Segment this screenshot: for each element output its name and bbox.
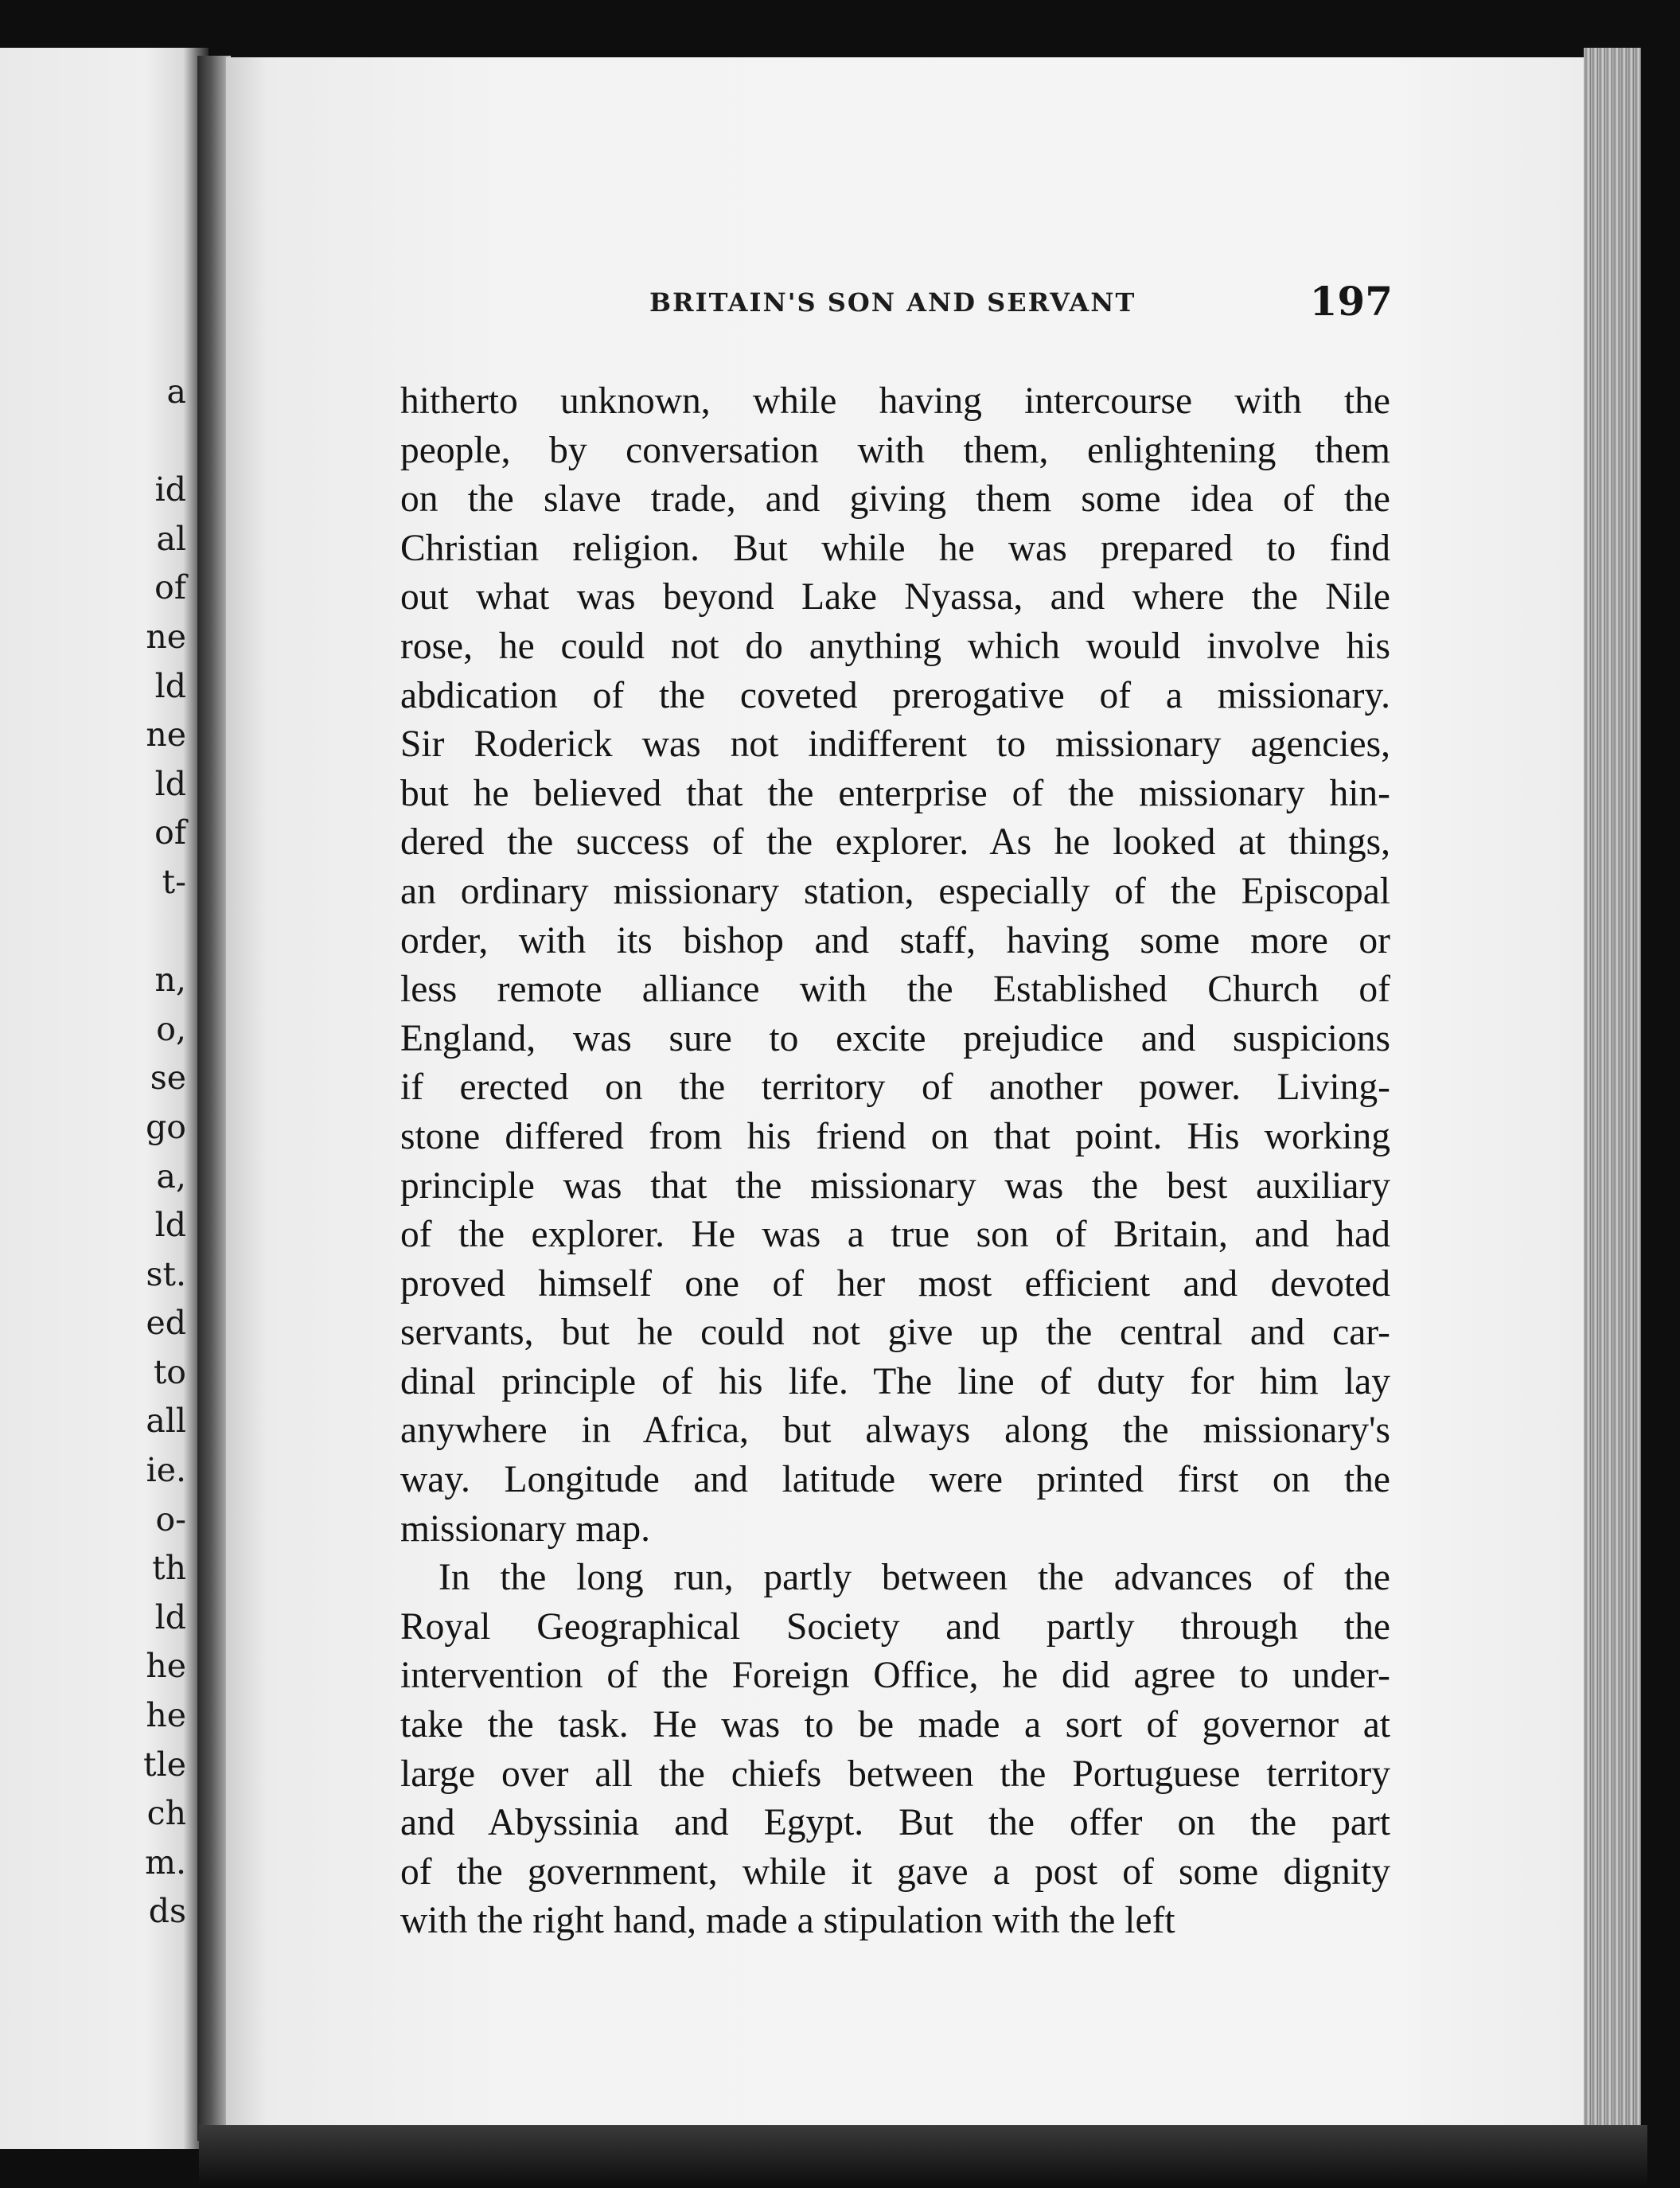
text-line: Royal Geographical Society and partly through the xyxy=(400,1605,1390,1648)
text-line: people, by conversation with them, enlightening them xyxy=(400,429,1390,471)
text-line: an ordinary missionary station, especially of the Episcopal xyxy=(400,870,1390,912)
facing-page-line: ne xyxy=(146,617,186,656)
facing-page-line: al xyxy=(156,519,186,558)
text-line: missionary map. xyxy=(400,1507,650,1550)
facing-page-line: tle xyxy=(143,1745,186,1784)
text-line: intervention of the Foreign Office, he did agree to under- xyxy=(400,1655,1390,1697)
text-line: dinal principle of his life. The line of duty for him lay xyxy=(400,1360,1390,1402)
facing-page-line: to xyxy=(153,1352,186,1391)
paragraph-2 xyxy=(400,1554,1390,1946)
facing-page-line: ld xyxy=(154,764,186,803)
facing-page-line: he xyxy=(146,1696,186,1735)
text-line: In the long run, partly between the advances of the xyxy=(439,1557,1390,1599)
text-line: stone differed from his friend on that point. His working xyxy=(400,1115,1390,1157)
facing-page-line: ld xyxy=(154,666,186,705)
text-line: take the task. He was to be made a sort of governor at xyxy=(400,1704,1390,1746)
body-text xyxy=(400,377,1390,1946)
text-line: rose, he could not do anything which would involve his xyxy=(400,625,1390,667)
facing-page-line: a xyxy=(166,372,186,411)
text-line: dered the success of the explorer. As he looked at things, xyxy=(400,821,1390,864)
facing-page-fragment xyxy=(0,48,209,2149)
facing-page-line: ld xyxy=(154,1597,186,1636)
facing-page-line: ed xyxy=(146,1304,186,1343)
facing-page-line xyxy=(143,417,186,466)
text-line: if erected on the territory of another power. Living- xyxy=(400,1067,1390,1109)
page-edges xyxy=(1584,48,1641,2149)
text-line: order, with its bishop and staff, having some more or xyxy=(400,919,1390,961)
text-line: abdication of the coveted prerogative of a missionary. xyxy=(400,674,1390,716)
facing-page-line: se xyxy=(150,1059,186,1098)
page-number: 197 xyxy=(1309,278,1393,325)
text-line: with the right hand, made a stipulation with the left xyxy=(400,1900,1175,1942)
facing-page-line: id xyxy=(154,470,186,509)
text-line: hitherto unknown, while having intercourse with the xyxy=(400,380,1390,422)
facing-page-line: t- xyxy=(162,862,186,901)
text-line: on the slave trade, and giving them some idea of the xyxy=(400,478,1390,521)
facing-page-line: o- xyxy=(155,1500,186,1539)
text-line: England, was sure to excite prejudice and suspicions xyxy=(400,1017,1390,1059)
bottom-shadow xyxy=(199,2125,1647,2188)
paragraph-1 xyxy=(400,377,1390,1554)
text-line: but he believed that the enterprise of the missionary hin- xyxy=(400,772,1390,814)
text-line: anywhere in Africa, but always along the missionary's xyxy=(400,1410,1390,1452)
facing-page-line: of xyxy=(154,813,186,852)
facing-page-line: ds xyxy=(148,1892,186,1931)
facing-page-line: a, xyxy=(156,1156,186,1195)
facing-page-line: ld xyxy=(154,1206,186,1245)
text-line: servants, but he could not give up the central and car- xyxy=(400,1312,1390,1354)
facing-page-line: he xyxy=(146,1647,186,1686)
text-line: proved himself one of her most efficient and devoted xyxy=(400,1262,1390,1305)
text-line: way. Longitude and latitude were printed first on the xyxy=(400,1459,1390,1501)
facing-page-line: ch xyxy=(146,1794,186,1833)
text-line: Christian religion. But while he was prepared to find xyxy=(400,527,1390,569)
text-line: out what was beyond Lake Nyassa, and where the Nile xyxy=(400,576,1390,618)
facing-page-line: go xyxy=(146,1107,186,1146)
text-line: large over all the chiefs between the Portuguese territory xyxy=(400,1753,1390,1795)
facing-page-line: all xyxy=(146,1402,186,1441)
facing-page-line: n, xyxy=(154,961,186,1000)
running-head: BRITAIN'S SON AND SERVANT xyxy=(649,287,1136,318)
facing-page-line: ie. xyxy=(146,1451,186,1490)
text-line: and Abyssinia and Egypt. But the offer on the part xyxy=(400,1802,1390,1844)
facing-page-line: m. xyxy=(145,1843,186,1882)
text-line: of the government, while it gave a post of some dignity xyxy=(400,1851,1390,1893)
facing-page-line xyxy=(143,907,186,957)
text-line: of the explorer. He was a true son of Britain, and had xyxy=(400,1214,1390,1256)
facing-page-line: st. xyxy=(146,1254,186,1293)
page-header xyxy=(403,278,1393,332)
facing-page-line: of xyxy=(154,568,186,607)
facing-page-line: th xyxy=(152,1549,186,1588)
facing-page-line-endings xyxy=(143,368,186,1936)
facing-page-line: o, xyxy=(156,1009,186,1048)
facing-page-line: ne xyxy=(146,716,186,755)
text-line: principle was that the missionary was the best auxiliary xyxy=(400,1164,1390,1207)
text-line: less remote alliance with the Established Church of xyxy=(400,969,1390,1011)
text-line: Sir Roderick was not indifferent to missionary agencies, xyxy=(400,723,1390,766)
